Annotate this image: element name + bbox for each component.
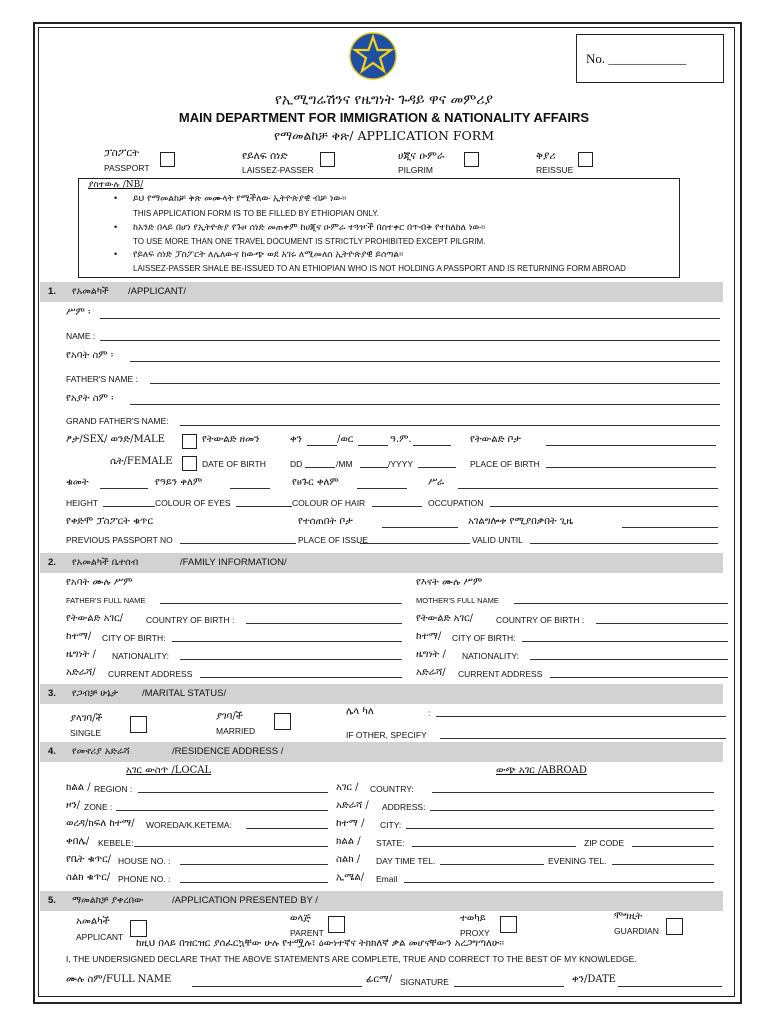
year-am-input-line[interactable] <box>413 445 451 446</box>
kebele-input-line[interactable] <box>134 846 328 847</box>
dd-input-line[interactable] <box>305 467 335 468</box>
parent-checkbox[interactable] <box>328 916 345 933</box>
section-5-number: 5. <box>48 895 56 906</box>
pob-label-en: PLACE OF BIRTH <box>470 459 540 469</box>
month-am-input-line[interactable] <box>358 445 388 446</box>
city-input-line[interactable] <box>406 828 714 829</box>
father-country-label-en: COUNTRY OF BIRTH : <box>146 615 235 625</box>
day-label-am: ቀን <box>290 434 302 445</box>
laissez-passer-label-am: የይለፍ ሰነድ <box>242 150 288 162</box>
single-label-en: SINGLE <box>70 728 102 738</box>
country-input-line[interactable] <box>432 792 714 793</box>
mm-input-line[interactable] <box>360 467 388 468</box>
father-full-name-label-am: የአባት ሙሉ ሥም <box>66 577 133 588</box>
father-country-input-line[interactable] <box>246 623 402 624</box>
father-city-label-am: ከተማ/ <box>66 631 92 642</box>
state-label-am: ክልል / <box>336 836 361 847</box>
other-specify-input-line[interactable] <box>440 738 726 739</box>
mother-city-label-am: ከተማ/ <box>416 631 442 642</box>
woreda-input-line[interactable] <box>246 828 328 829</box>
evening-tel-label: EVENING TEL. <box>548 856 607 866</box>
married-label-am: ያገባ/ች <box>216 711 243 722</box>
form-number-label[interactable]: No. ____________ <box>586 51 687 66</box>
occupation-label-am: ሥራ <box>428 477 445 488</box>
section-4-title-am: የመኖሪያ አድራሻ <box>72 746 130 757</box>
occupation-label-en: OCCUPATION <box>428 498 484 508</box>
father-address-label-am: አድራሻ/ <box>66 667 96 678</box>
signature-input-line[interactable] <box>454 986 564 987</box>
notice-3-am: የይለፍ ሰነድ ፓስፖርት ለሌለውና ከውጭ ወደ አገሩ ለሚመለስ ኢትዮጵያዊ ይሰጣል፡፡ <box>133 250 404 260</box>
kebele-label-am: ቀበሌ/ <box>66 836 90 847</box>
height-label-en: HEIGHT <box>66 498 99 508</box>
date-label: ቀን/DATE <box>572 974 616 985</box>
phone-no-label-am: ስልክ ቁጥር/ <box>66 872 111 883</box>
ethiopia-emblem-icon <box>348 28 398 88</box>
title-english: MAIN DEPARTMENT FOR IMMIGRATION & NATIONALITY AFFAIRS <box>178 110 590 125</box>
valid-until-am-input-line[interactable] <box>622 527 718 528</box>
city-label-am: ከተማ / <box>336 818 365 829</box>
mother-country-label-en: COUNTRY OF BIRTH : <box>496 615 585 625</box>
father-name-label-en: FATHER'S NAME : <box>66 374 138 384</box>
female-checkbox[interactable] <box>182 456 197 471</box>
father-full-name-label-en: FATHER'S FULL NAME <box>66 596 146 605</box>
state-input-line[interactable] <box>412 846 576 847</box>
proxy-label-am: ተወካይ <box>460 913 486 924</box>
valid-until-label-am: አገልግሎቱ የሚያበቃበት ጊዜ <box>468 516 574 527</box>
place-of-issue-am-input-line[interactable] <box>382 527 458 528</box>
pob-am-input-line[interactable] <box>546 445 716 446</box>
passport-label-am: ፓስፖርት <box>104 147 140 159</box>
mother-address-label-am: አድራሻ/ <box>416 667 446 678</box>
dd-label: DD <box>290 459 303 469</box>
guardian-checkbox[interactable] <box>666 918 683 935</box>
abroad-heading: ውጭ አገር /ABROAD <box>496 765 587 776</box>
applicant-label-en: APPLICANT <box>76 932 124 942</box>
guardian-label-en: GUARDIAN <box>614 926 659 936</box>
married-checkbox[interactable] <box>274 713 291 730</box>
state-label-en: STATE: <box>376 838 405 848</box>
evening-tel-input-line[interactable] <box>612 864 714 865</box>
reissue-label-en: REISSUE <box>536 165 574 175</box>
notice-title: ያስተውሉ /NB/ <box>88 180 144 190</box>
notice-bullet-2: • <box>114 222 118 232</box>
signature-label-en: SIGNATURE <box>400 977 449 987</box>
female-label: ሴት/FEMALE <box>110 456 173 467</box>
eye-colour-label-am: የዓይን ቀለም <box>155 477 203 488</box>
dob-label-en: DATE OF BIRTH <box>202 459 266 469</box>
address-label-am: አድራሻ / <box>336 800 369 811</box>
laissez-passer-label-en: LAISSEZ-PASSER <box>242 165 314 175</box>
sex-male-label: ፆታ/SEX/ ወንድ/MALE <box>66 434 165 445</box>
prev-passport-label-en: PREVIOUS PASSPORT NO <box>66 535 173 545</box>
day-tel-input-line[interactable] <box>440 864 544 865</box>
mother-nationality-label-am: ዜግነት / <box>416 649 446 660</box>
mother-nationality-input-line[interactable] <box>530 659 728 660</box>
region-input-line[interactable] <box>138 792 328 793</box>
height-en-input-line[interactable] <box>103 506 155 507</box>
reissue-checkbox[interactable] <box>578 152 593 167</box>
other-label-en: IF OTHER, SPECIFY <box>346 730 427 740</box>
pilgrim-checkbox[interactable] <box>464 152 479 167</box>
region-label-am: ክልል / <box>66 782 91 793</box>
yyyy-input-line[interactable] <box>418 467 456 468</box>
applicant-label-am: አመልካች <box>76 916 110 927</box>
place-of-issue-label-am: የተሰጠበት ቦታ <box>298 516 353 527</box>
section-applicant-header <box>40 282 723 302</box>
pob-en-input-line[interactable] <box>546 467 716 468</box>
section-1-title-am: የአመልካች <box>72 286 109 297</box>
email-label-en: Email <box>376 874 398 884</box>
zip-code-label: ZIP CODE <box>584 838 624 848</box>
proxy-label-en: PROXY <box>460 928 490 938</box>
height-am-input-line[interactable] <box>100 488 148 489</box>
single-checkbox[interactable] <box>130 716 147 733</box>
zone-label-am: ዞን/ <box>66 800 81 811</box>
section-3-title-am: የጋብቻ ሁኔታ <box>72 688 119 699</box>
occupation-am-input-line[interactable] <box>458 488 718 489</box>
city-label-en: CITY: <box>380 820 402 830</box>
address-label-en: ADDRESS: <box>382 802 426 812</box>
form-title: የማመልከቻ ቅጽ/ APPLICATION FORM <box>273 128 495 143</box>
other-am-input-line[interactable] <box>436 716 726 717</box>
father-address-input-line[interactable] <box>200 677 402 678</box>
address-input-line[interactable] <box>430 810 714 811</box>
notice-3-en: LAISSEZ-PASSER SHALE BE-ISSUED TO AN ETHIOPIAN WHO IS NOT HOLDING A PASSPORT AND IS RETURNING FORM ABROAD <box>133 264 626 273</box>
woreda-label-am: ወረዳ/ክፍለ ከተማ/ <box>66 818 135 829</box>
pilgrim-label-en: PILGRIM <box>398 165 433 175</box>
mother-nationality-label-en: NATIONALITY: <box>462 651 519 661</box>
notice-2-am: ከአንድ በላይ በሆነ የኢትዮጵያ የጉዞ ሰነድ መጠቀም ከሀጂና ዑምራ ተጓዦች በስተቀር በጥብቅ የተከለከለ ነው፡፡ <box>133 223 486 233</box>
country-label-en: COUNTRY: <box>370 784 414 794</box>
mother-city-input-line[interactable] <box>522 641 728 642</box>
mm-label: /MM <box>336 459 353 469</box>
section-residence-header <box>40 742 723 762</box>
zone-label-en: ZONE : <box>84 802 113 812</box>
grandfather-name-en-input-line[interactable] <box>180 425 720 426</box>
country-label-am: አገር / <box>336 782 359 793</box>
section-4-title-en: /RESIDENCE ADDRESS / <box>172 746 284 757</box>
valid-until-label-en: VALID UNTIL <box>472 535 523 545</box>
other-colon: : <box>428 708 431 718</box>
grandfather-name-am-input-line[interactable] <box>130 404 720 405</box>
date-input-line[interactable] <box>618 986 722 987</box>
eye-colour-label-en: COLOUR OF EYES <box>155 498 231 508</box>
house-no-label-am: የቤት ቁጥር/ <box>66 854 112 865</box>
passport-checkbox[interactable] <box>160 152 175 167</box>
zone-input-line[interactable] <box>116 810 328 811</box>
phone-no-input-line[interactable] <box>180 882 328 883</box>
father-name-am-input-line[interactable] <box>130 361 720 362</box>
eye-colour-en-input-line[interactable] <box>236 506 292 507</box>
year-label-am: ዓ.ም. <box>390 434 412 445</box>
house-no-label-en: HOUSE NO. : <box>118 856 171 866</box>
name-label-am: ሥም ፡ <box>66 307 91 318</box>
hair-colour-am-input-line[interactable] <box>357 488 407 489</box>
prev-passport-label-am: የቀድሞ ፓስፖርት ቁጥር <box>66 516 154 527</box>
house-no-input-line[interactable] <box>180 864 328 865</box>
day-am-input-line[interactable] <box>307 445 337 446</box>
title-amharic: የኢሚግሬሽንና የዜግነት ጉዳይ ዋና መምሪያ <box>275 92 493 108</box>
reissue-label-am: ቅያሪ <box>536 150 556 162</box>
father-city-input-line[interactable] <box>172 641 402 642</box>
parent-label-en: PARENT <box>290 928 324 938</box>
section-3-title-en: /MARITAL STATUS/ <box>142 688 227 699</box>
hair-colour-label-am: የፀጉር ቀለም <box>292 477 339 488</box>
section-1-number: 1. <box>48 286 56 297</box>
occupation-en-input-line[interactable] <box>490 506 718 507</box>
notice-2-en: TO USE MORE THAN ONE TRAVEL DOCUMENT IS STRICTLY PROHIBITED EXCEPT PILGRIM. <box>133 237 486 246</box>
section-3-number: 3. <box>48 688 56 699</box>
phone-no-label-en: PHONE NO. : <box>118 874 171 884</box>
section-presented-header <box>40 891 723 911</box>
name-am-input-line[interactable] <box>100 318 720 319</box>
full-name-input-line[interactable] <box>192 986 362 987</box>
notice-1-en: THIS APPLICATION FORM IS TO BE FILLED BY ETHIOPIAN ONLY. <box>133 209 379 218</box>
father-address-label-en: CURRENT ADDRESS <box>108 669 193 679</box>
applicant-checkbox[interactable] <box>130 920 147 937</box>
height-label-am: ቁመት <box>66 477 89 488</box>
male-checkbox[interactable] <box>182 434 197 449</box>
section-family-header <box>40 553 723 573</box>
signature-label-am: ፊርማ/ <box>366 974 392 985</box>
section-2-title-en: /FAMILY INFORMATION/ <box>180 557 287 568</box>
guardian-label-am: ሞግዚት <box>614 911 643 922</box>
laissez-passer-checkbox[interactable] <box>320 152 335 167</box>
mother-country-label-am: የትውልድ አገር/ <box>416 613 473 624</box>
region-label-en: REGION : <box>94 784 133 794</box>
section-4-number: 4. <box>48 746 56 757</box>
mother-country-input-line[interactable] <box>596 623 728 624</box>
proxy-checkbox[interactable] <box>500 916 517 933</box>
father-name-label-am: የአባት ስም ፡ <box>66 350 114 361</box>
mother-city-label-en: CITY OF BIRTH: <box>452 633 516 643</box>
declaration-am: ከዚህ በላይ በዝርዝር ያሰፈርኳቸው ሁሉ የተሟሉ፣ ዕውነተኛና ትክክለኛ ቃል መሆናቸውን አረጋግጣለሁ፡፡ <box>136 938 504 949</box>
section-2-number: 2. <box>48 557 56 568</box>
kebele-label-en: KEBELE: <box>98 838 134 848</box>
name-en-input-line[interactable] <box>100 340 720 341</box>
father-nationality-input-line[interactable] <box>180 659 402 660</box>
section-5-title-am: ማመልከቻ ያቀረበው <box>72 895 144 906</box>
prev-passport-input-line[interactable] <box>180 543 296 544</box>
father-full-name-input-line[interactable] <box>160 603 402 604</box>
other-label-am: ሌላ ካለ <box>346 706 374 717</box>
hair-colour-en-input-line[interactable] <box>372 506 422 507</box>
place-of-issue-en-input-line[interactable] <box>360 543 470 544</box>
married-label-en: MARRIED <box>216 726 256 736</box>
grandfather-name-label-am: የአያት ስም ፡ <box>66 393 114 404</box>
woreda-label-en: WOREDA/K.KETEMA: <box>146 820 232 830</box>
father-country-label-am: የትውልድ አገር/ <box>66 613 123 624</box>
email-label-am: ኢሜል/ <box>336 872 365 883</box>
local-heading: አገር ውስጥ /LOCAL <box>126 765 212 776</box>
declaration-en: I, THE UNDERSIGNED DECLARE THAT THE ABOVE STATEMENTS ARE COMPLETE, TRUE AND CORRECT TO THE BEST OF MY KNOWLEDGE. <box>66 954 637 964</box>
eye-colour-am-input-line[interactable] <box>230 488 270 489</box>
dob-label-am: የትውልድ ዘመን <box>202 434 260 445</box>
mother-address-input-line[interactable] <box>550 677 728 678</box>
section-5-title-en: /APPLICATION PRESENTED BY / <box>172 895 318 906</box>
valid-until-en-input-line[interactable] <box>530 543 718 544</box>
father-nationality-label-en: NATIONALITY: <box>112 651 169 661</box>
mother-full-name-input-line[interactable] <box>514 603 728 604</box>
father-nationality-label-am: ዜግነት / <box>66 649 96 660</box>
yyyy-label: /YYYY <box>388 459 414 469</box>
day-tel-label-en: DAY TIME TEL. <box>376 856 436 866</box>
hair-colour-label-en: COLOUR OF HAIR <box>292 498 366 508</box>
zip-code-input-line[interactable] <box>632 846 714 847</box>
full-name-label: ሙሉ ስም/FULL NAME <box>66 974 172 985</box>
email-input-line[interactable] <box>404 882 714 883</box>
place-of-issue-label-en: PLACE OF ISSUE <box>298 535 368 545</box>
name-label-en: NAME : <box>66 331 96 341</box>
single-label-am: ያላገባ/ች <box>70 713 103 724</box>
parent-label-am: ወላጅ <box>290 913 311 924</box>
section-2-title-am: የአመልካች ቤተሰብ <box>72 557 139 568</box>
notice-1-am: ይህ የማመልከቻ ቅጽ መሙላት የሚችለው ኢትዮጵያዊ ብቻ ነው፡፡ <box>133 194 347 204</box>
mother-full-name-label-en: MOTHER'S FULL NAME <box>416 596 499 605</box>
day-tel-label-am: ስልክ / <box>336 854 361 865</box>
notice-bullet-1: • <box>114 193 118 203</box>
pob-label-am: የትውልድ ቦታ <box>470 434 521 445</box>
father-name-en-input-line[interactable] <box>150 383 720 384</box>
grandfather-name-label-en: GRAND FATHER'S NAME: <box>66 416 169 426</box>
passport-label-en: PASSPORT <box>104 163 150 173</box>
father-city-label-en: CITY OF BIRTH: <box>102 633 166 643</box>
notice-bullet-3: • <box>114 249 118 259</box>
mother-address-label-en: CURRENT ADDRESS <box>458 669 543 679</box>
month-label-am: /ወር <box>337 434 354 445</box>
mother-full-name-label-am: የእናት ሙሉ ሥም <box>416 577 483 588</box>
section-marital-header <box>40 684 723 704</box>
pilgrim-label-am: ሀጂና ዑምራ <box>398 150 445 162</box>
section-1-title-en: /APPLICANT/ <box>128 286 187 297</box>
